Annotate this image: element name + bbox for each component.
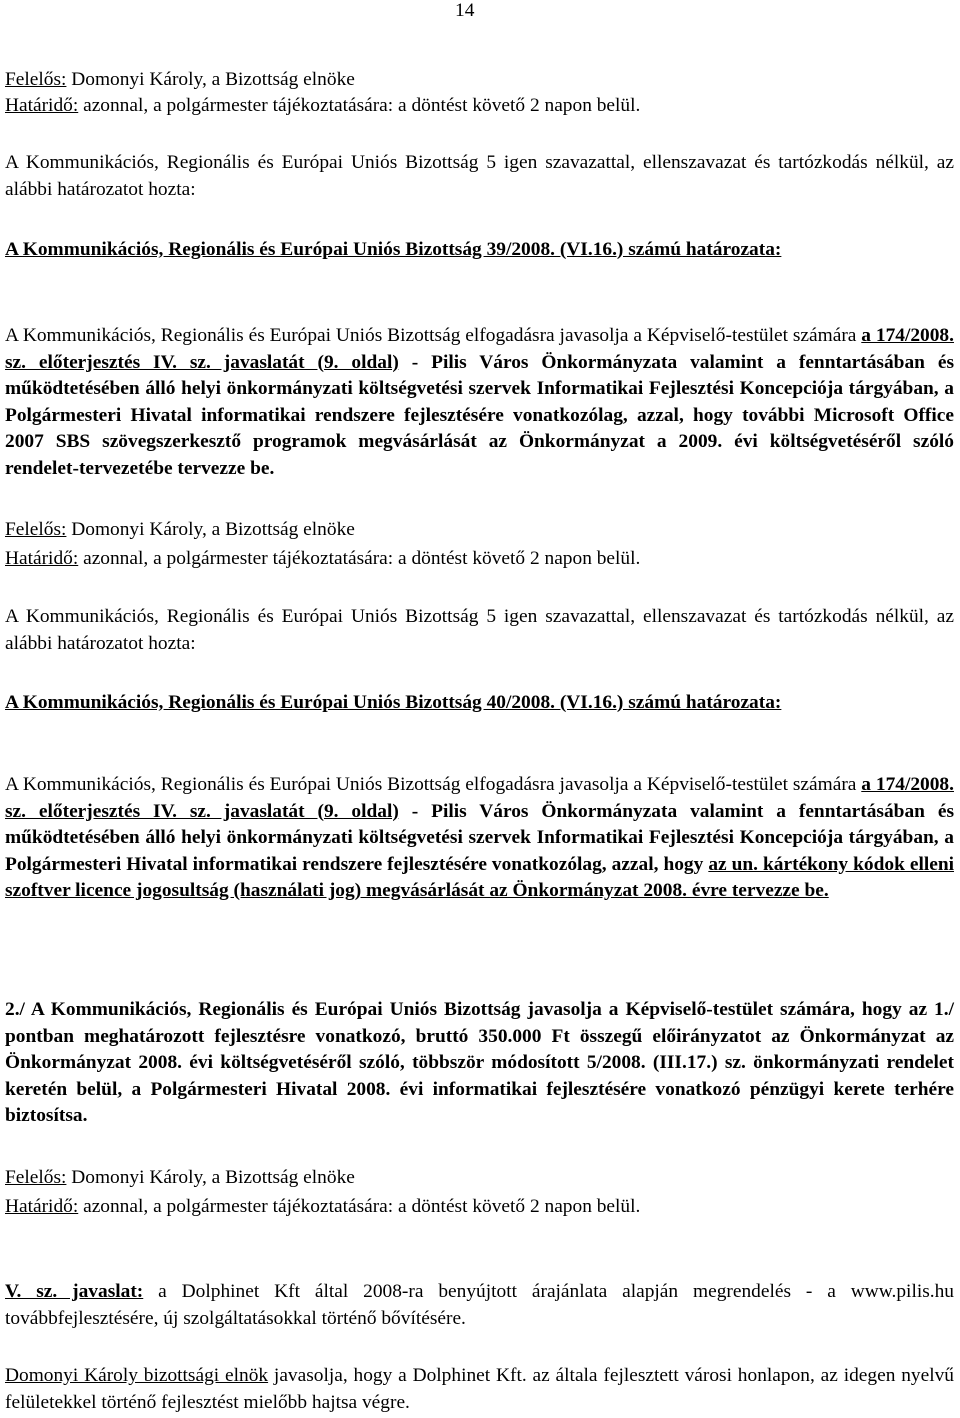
resolution-point-2: 2./ A Kommunikációs, Regionális és Európai Uniós Bizottság javasolja a Képviselő-testület számára, hogy az 1./ pontban meghatározott fejlesztésre vonatkozó, bruttó 350.000 Ft összegű előirányzatot az Önkormányzat az Önkormányzat 2008. évi költségvetéséről szóló, többször módosított 5/2008. (III.17.) sz. önkormányzati rendelet keretén belül, a Polgármesteri Hivatal 2008. évi informatikai fejlesztésére vonatkozó pénzügyi kerete terhére biztosítsa.: [5, 999, 954, 1126]
proposal-text: a Dolphinet Kft által 2008-ra benyújtott árajánlata alapján megrendelés - a www.pilis.hu továbbfejlesztésére, új szolgáltatásokkal történő bővítésére.: [5, 1281, 955, 1329]
resolution-intro: A Kommunikációs, Regionális és Európai Uniós Bizottság elfogadásra javasolja a Képviselő-testület számára: [5, 774, 862, 795]
closing-paragraph: [5, 1363, 954, 1416]
responsible-line: [5, 1165, 954, 1192]
page-number: 14: [455, 0, 475, 21]
responsible-label: Felelős:: [5, 1167, 67, 1188]
responsible-line: [5, 67, 954, 94]
resolution-reference: a 174/2008. sz. előterjesztés IV. sz. javaslatát (9. oldal): [5, 325, 954, 373]
responsible-text: Domonyi Károly, a Bizottság elnöke: [66, 1167, 355, 1188]
deadline-text: azonnal, a polgármester tájékoztatására: a döntést követő 2 napon belül.: [78, 548, 641, 569]
resolution-heading: A Kommunikációs, Regionális és Európai Uniós Bizottság 39/2008. (VI.16.) számú határozata:: [5, 239, 782, 260]
proposal-paragraph: [5, 1279, 954, 1332]
deadline-line: [5, 93, 954, 120]
responsible-label: Felelős:: [5, 519, 67, 540]
responsible-line: [5, 517, 954, 544]
proposal-label: V. sz. javaslat:: [5, 1281, 144, 1302]
deadline-label: Határidő:: [5, 548, 79, 569]
resolution-text: - Pilis Város Önkormányzata valamint a fenntartásában és működtetésében álló helyi önkormányzati költségvetési szervek Informatikai Fejlesztési Koncepciója tárgyában, a Polgármesteri Hivatal informatikai rendszere fejlesztésére vonatkozólag, azzal, hogy további Microsoft Office 2007 SBS szövegszerkesztő programok megvásárlását az Önkormányzat a 2009. évi költségvetéséről szóló rendelet-tervezetébe tervezze be.: [5, 351, 954, 479]
resolution-intro: A Kommunikációs, Regionális és Európai Uniós Bizottság elfogadásra javasolja a Képviselő-testület számára: [5, 325, 862, 346]
deadline-text: azonnal, a polgármester tájékoztatására: a döntést követő 2 napon belül.: [78, 1196, 641, 1217]
deadline-text: azonnal, a polgármester tájékoztatására: a döntést követő 2 napon belül.: [78, 95, 641, 116]
deadline-label: Határidő:: [5, 1196, 79, 1217]
closing-label: Domonyi Károly bizottsági elnök: [5, 1365, 269, 1386]
deadline-line: [5, 546, 954, 573]
deadline-label: Határidő:: [5, 95, 79, 116]
vote-paragraph: A Kommunikációs, Regionális és Európai Uniós Bizottság 5 igen szavazattal, ellenszavazat és tartózkodás nélkül, az alábbi határozatot hozta:: [5, 606, 954, 654]
responsible-label: Felelős:: [5, 69, 67, 90]
resolution-reference: a 174/2008. sz. előterjesztés IV. sz. javaslatát (9. oldal): [5, 774, 954, 822]
resolution-body: [5, 772, 954, 905]
responsible-text: Domonyi Károly, a Bizottság elnöke: [66, 69, 355, 90]
responsible-text: Domonyi Károly, a Bizottság elnöke: [66, 519, 355, 540]
resolution-text-underlined: az un. kártékony kódok elleni szoftver licence jogosultság (használati jog) megvásárlását az Önkormányzat 2008. évre tervezze be.: [5, 853, 955, 901]
deadline-line: [5, 1194, 954, 1221]
resolution-heading: A Kommunikációs, Regionális és Európai Uniós Bizottság 40/2008. (VI.16.) számú határozata:: [5, 692, 782, 713]
resolution-body: [5, 323, 954, 482]
vote-paragraph: A Kommunikációs, Regionális és Európai Uniós Bizottság 5 igen szavazattal, ellenszavazat és tartózkodás nélkül, az alábbi határozatot hozta:: [5, 152, 954, 200]
resolution-text: - Pilis Város Önkormányzata valamint a fenntartásában és működtetésében álló helyi önkormányzati költségvetési szervek Informatikai Fejlesztési Koncepciója tárgyában, a Polgármesteri Hivatal informatikai rendszere fejlesztésére vonatkozólag, azzal, hogy: [5, 800, 954, 875]
closing-text: javasolja, hogy a Dolphinet Kft. az általa fejlesztett városi honlapon, az idegen nyelvű felületekkel történő fejlesztést mielőbb hajtsa végre.: [5, 1365, 954, 1413]
